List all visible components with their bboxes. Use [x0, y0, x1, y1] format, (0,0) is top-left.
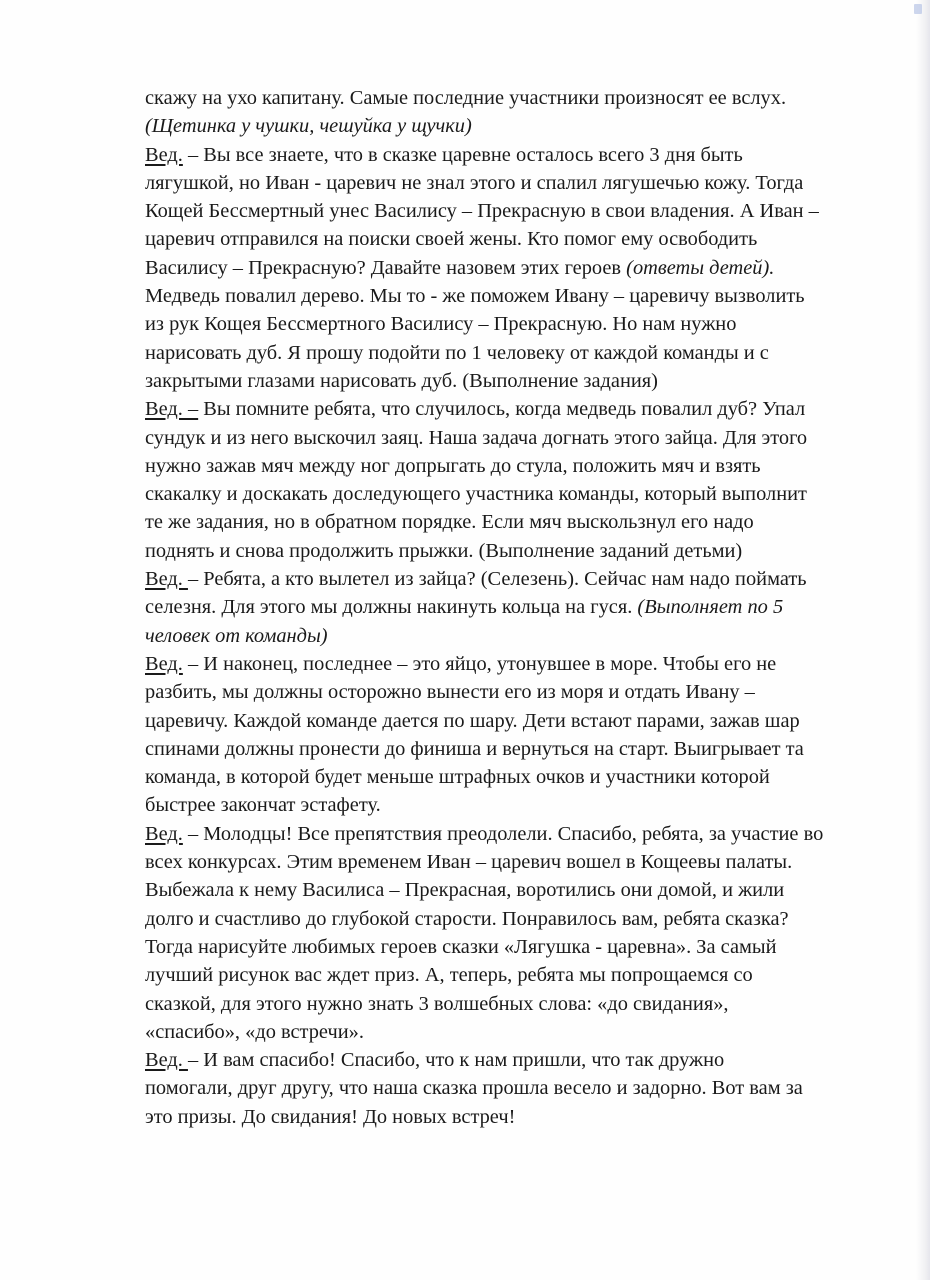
stage-direction: (ответы детей).	[626, 256, 775, 279]
text-run: лягушкой, но Иван - царевич не знал этого и спалил лягушечью кожу. Тогда	[145, 171, 804, 194]
text-run: Медведь повалил дерево. Мы то - же поможем Ивану – царевичу вызволить	[145, 285, 805, 308]
text-line	[145, 112, 865, 140]
text-line	[145, 310, 865, 338]
text-run: царевич отправился на поиски своей жены. Кто помог ему освободить	[145, 228, 758, 251]
text-line	[145, 197, 865, 225]
text-line	[145, 905, 865, 933]
text-line	[145, 990, 865, 1018]
text-line	[145, 84, 865, 112]
text-run: – И вам спасибо! Спасибо, что к нам пришли, что так дружно	[187, 1049, 725, 1072]
scan-speck	[914, 4, 922, 14]
stage-direction: (Выполняет по 5	[637, 596, 784, 619]
speaker-label: Вед.	[145, 1049, 188, 1072]
text-line	[145, 169, 865, 197]
text-line	[145, 933, 865, 961]
text-line	[145, 678, 865, 706]
text-line	[145, 593, 865, 621]
text-line	[145, 452, 865, 480]
text-run: – Вы все знаете, что в сказке царевне осталось всего 3 дня быть	[182, 143, 743, 166]
text-line	[145, 480, 865, 508]
text-line	[145, 763, 865, 791]
text-line	[145, 537, 865, 565]
text-run: скажу на ухо капитану. Самые последние участники произносят ее вслух.	[145, 87, 787, 109]
stage-direction: (Щетинка у чушки, чешуйка у щучки)	[145, 115, 472, 138]
text-run: лучший рисунок вас ждет приз. А, теперь, ребята мы попрощаемся со	[145, 964, 753, 987]
text-run: скакалку и доскакать доследующего участника команды, который выполнит	[145, 483, 807, 506]
text-run: Василису – Прекрасную? Давайте назовем этих героев	[145, 256, 627, 279]
text-line	[145, 395, 865, 423]
text-line	[145, 622, 865, 650]
text-run: помогали, друг другу, что наша сказка прошла весело и задорно. Вот вам за	[145, 1077, 803, 1100]
text-run: разбить, мы должны осторожно вынести его из моря и отдать Ивану –	[145, 681, 755, 704]
text-line	[145, 650, 865, 678]
text-line	[145, 791, 865, 819]
text-line	[145, 1103, 865, 1131]
text-run: Вы помните ребята, что случилось, когда медведь повалил дуб? Упал	[198, 398, 806, 421]
speaker-label: Вед.	[145, 652, 183, 675]
text-line	[145, 820, 865, 848]
text-line	[145, 367, 865, 395]
text-run: быстрее закончат эстафету.	[145, 794, 381, 817]
text-run: нарисовать дуб. Я прошу подойти по 1 человеку от каждой команды и с	[145, 341, 769, 364]
text-line	[145, 961, 865, 989]
text-run: сундук и из него выскочил заяц. Наша задача догнать этого зайца. Для этого	[145, 426, 808, 449]
text-run: спинами должны пронести до финиша и вернуться на старт. Выигрывает та	[145, 737, 804, 760]
text-run: это призы. До свидания! До новых встреч!	[145, 1105, 516, 1128]
speaker-label: Вед.	[145, 143, 183, 166]
text-line	[145, 565, 865, 593]
speaker-label: Вед.	[145, 822, 183, 845]
text-run: селезня. Для этого мы должны накинуть кольца на гуся.	[145, 596, 638, 619]
text-line	[145, 424, 865, 452]
text-line	[145, 848, 865, 876]
text-run: долго и счастливо до глубокой старости. Понравилось вам, ребята сказка?	[145, 907, 789, 930]
text-line	[145, 339, 865, 367]
text-run: Выбежала к нему Василиса – Прекрасная, воротились они домой, и жили	[145, 879, 785, 902]
text-line	[145, 1074, 865, 1102]
text-line	[145, 707, 865, 735]
speaker-label: Вед. –	[145, 398, 199, 421]
text-run: «спасибо», «до встречи».	[145, 1020, 364, 1043]
text-line	[145, 508, 865, 536]
text-line	[145, 1018, 865, 1046]
text-run: Тогда нарисуйте любимых героев сказки «Лягушка - царевна». За самый	[145, 935, 777, 958]
text-line	[145, 225, 865, 253]
text-line	[145, 141, 865, 169]
text-line	[145, 1046, 865, 1074]
text-run: сказкой, для этого нужно знать 3 волшебных слова: «до свидания»,	[145, 992, 729, 1015]
text-run: те же задания, но в обратном порядке. Если мяч выскользнул его надо	[145, 511, 754, 534]
text-run: нужно зажав мяч между ног допрыгать до стула, положить мяч и взять	[145, 454, 761, 477]
text-run: из рук Кощея Бессмертного Василису – Прекрасную. Но нам нужно	[145, 313, 737, 336]
text-run: поднять и снова продолжить прыжки. (Выполнение заданий детьми)	[145, 539, 743, 562]
text-line	[145, 876, 865, 904]
text-run: – Молодцы! Все препятствия преодолели. Спасибо, ребята, за участие во	[182, 822, 824, 845]
text-run: – И наконец, последнее – это яйцо, утонувшее в море. Чтобы его не	[182, 652, 777, 675]
text-line	[145, 282, 865, 310]
text-run: царевичу. Каждой команде дается по шару. Дети встают парами, зажав шар	[145, 709, 800, 732]
text-line	[145, 254, 865, 282]
text-run: команда, в которой будет меньше штрафных очков и участники которой	[145, 766, 770, 789]
text-run: Кощей Бессмертный унес Василису – Прекрасную в свои владения. А Иван –	[145, 200, 819, 223]
scan-edge	[916, 0, 930, 1280]
text-run: закрытыми глазами нарисовать дуб. (Выполнение задания)	[145, 369, 658, 392]
text-line	[145, 735, 865, 763]
text-run: всех конкурсах. Этим временем Иван – царевич вошел в Кощеевы палаты.	[145, 851, 793, 874]
stage-direction: человек от команды)	[145, 624, 328, 647]
text-run: – Ребята, а кто вылетел из зайца? (Селезень). Сейчас нам надо поймать	[187, 568, 807, 591]
document-body	[145, 84, 865, 1131]
speaker-label: Вед.	[145, 568, 188, 591]
